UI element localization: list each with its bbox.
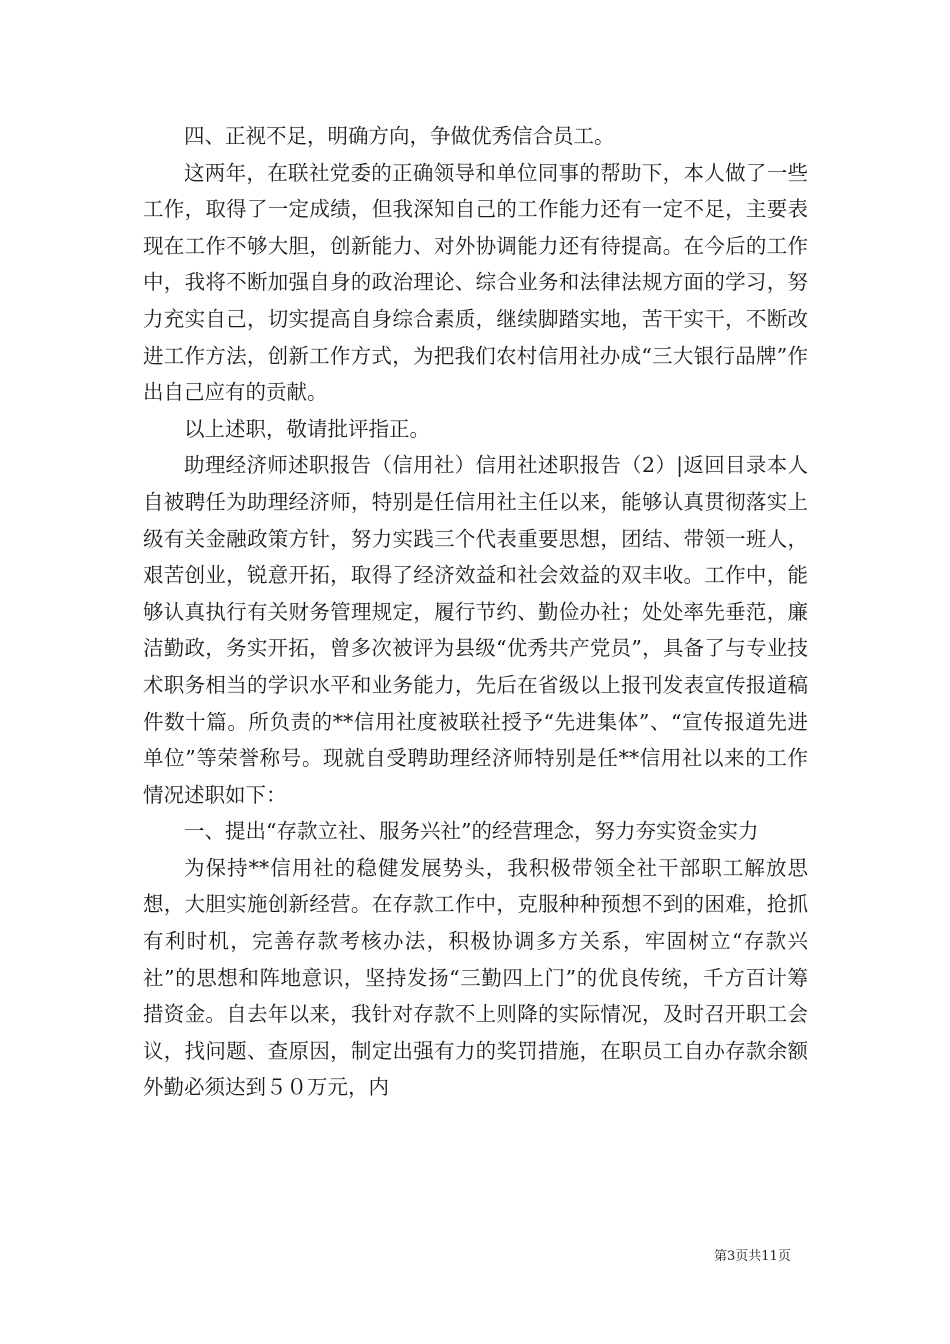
paragraph-section-four-heading: 四、正视不足，明确方向，争做优秀信合员工。 — [184, 124, 615, 148]
paragraph-section-one-heading: 一、提出“存款立社、服务兴社”的经营理念，努力夯实资金实力 — [184, 819, 759, 844]
paragraph-closing: 以上述职，敬请批评指正。 — [184, 416, 430, 441]
paragraph-report-two-intro: 助理经济师述职报告（信用社）信用社述职报告（2）|返回目录本人自被聘任为助理经济师，特别是任信用社主任以来，能够认真贯彻落实上级有关金融政策方针，努力实践三个代表重要思想，团结、带领一班人，艰苦创业，锐意开拓，取得了经济效益和社会效益的双丰收。工作中，能够认真执行有关财务管理规定，履行节约、勤俭办社；处处率先垂范，廉洁勤政，务实开拓，曾多次被评为县级“优秀共产党员”，具备了与专业技术职务相当的学识水平和业务能力，先后在省级以上报刊发表宣传报道稿件数十篇。所负责的**信用社度被联社授予“先进集体”、“宣传报道先进单位”等荣誉称号。现就自受聘助理经济师特别是任**信用社以来的工作情况述职如下： — [143, 453, 808, 807]
page-number-footer: 第3页共11页 — [714, 1249, 791, 1264]
paragraph-deposit-work: 为保持**信用社的稳健发展势头，我积极带领全社干部职工解放思想，大胆实施创新经营。在存款工作中，克服种种预想不到的困难，抢抓有利时机，完善存款考核办法，积极协调多方关系，牢固树立“存款兴社”的思想和阵地意识，坚持发扬“三勤四上门”的优良传统，千方百计筹措资金。自去年以来，我针对存款不上则降的实际情况，及时召开职工会议，找问题、查原因，制定出强有力的奖罚措施，在职员工自办存款余额外勤必须达到５０万元，内 — [143, 855, 808, 1100]
document-body — [143, 118, 808, 1106]
paragraph-self-assessment: 这两年，在联社党委的正确领导和单位同事的帮助下，本人做了一些工作，取得了一定成绩，但我深知自己的工作能力还有一定不足，主要表现在工作不够大胆，创新能力、对外协调能力还有待提高。在今后的工作中，我将不断加强自身的政治理论、综合业务和法律法规方面的学习，努力充实自己，切实提高自身综合素质，继续脚踏实地，苦干实干，不断改进工作方法，创新工作方式，为把我们农村信用社办成“三大银行品牌”作出自己应有的贡献。 — [143, 160, 808, 405]
